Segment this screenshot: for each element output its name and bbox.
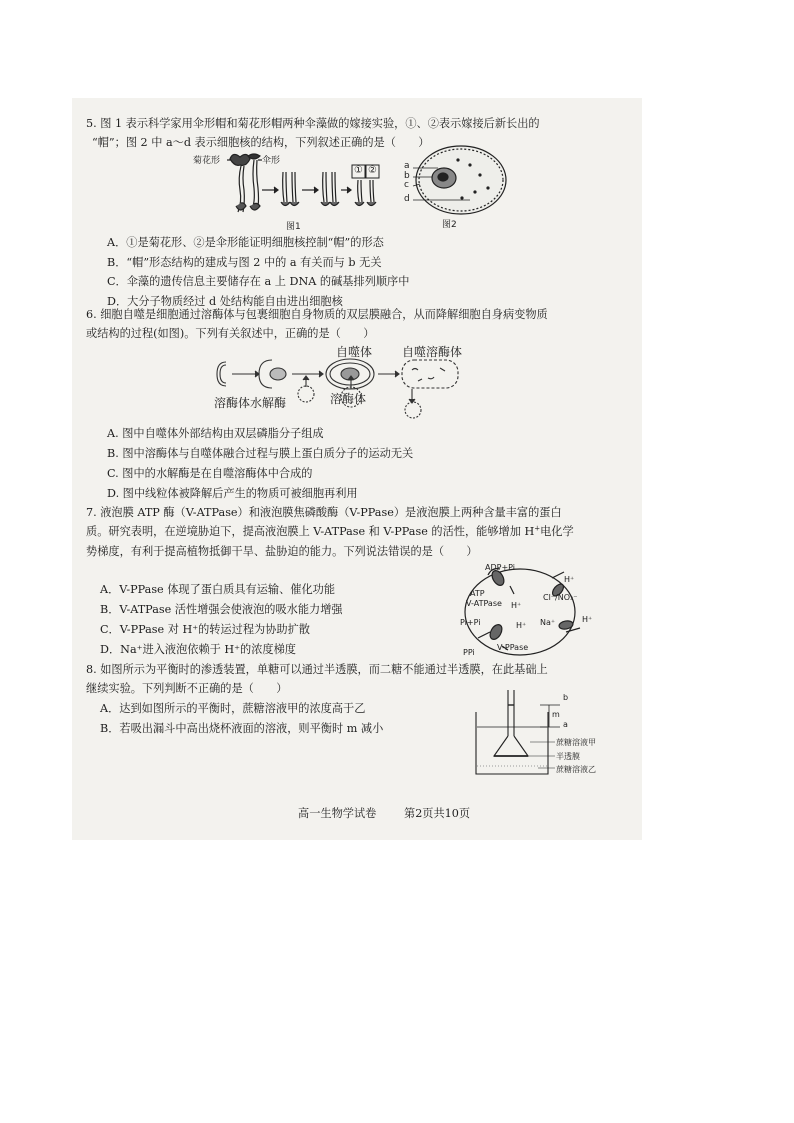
fig6-label-hydrolase: 溶酶体水解酶 [214, 396, 287, 410]
fig7-label-h-3: H⁺ [582, 615, 593, 624]
fig7-label-vatpase: V-ATPase [466, 599, 502, 608]
q8-option-a: A．达到如图所示的平衡时，蔗糖溶液甲的浓度高于乙 [100, 702, 366, 715]
q6-option-d: D. 图中线粒体被降解后产生的物质可被细胞再利用 [107, 487, 358, 500]
fig6-label-autolysosome: 自噬溶酶体 [402, 345, 463, 359]
fig2-label-c: c [404, 180, 409, 190]
fig6-label-lysosome: 溶酶体 [330, 392, 367, 406]
q5-stem-line2: “帽”；图 2 中 a～d 表示细胞核的结构，下列叙述正确的是（ ） [92, 136, 430, 149]
fig7-label-adp: ADP+Pi [485, 563, 516, 572]
q5-option-a: A．①是菊花形、②是伞形能证明细胞核控制“帽”的形态 [107, 236, 384, 249]
fig1-label-umbrella: 伞形 [262, 156, 281, 166]
fig7-label-na: Na⁺ [540, 618, 556, 627]
fig8-label-solution-a: 蔗糖溶液甲 [556, 738, 596, 747]
fig7-label-pi-pi: Pi+Pi [460, 618, 481, 627]
q5-option-b: B．“帽”形态结构的建成与图 2 中的 a 有关而与 b 无关 [107, 256, 382, 269]
q6-option-a: A. 图中自噬体外部结构由双层磷脂分子组成 [107, 427, 324, 440]
q6-option-c: C. 图中的水解酶是在自噬溶酶体中合成的 [107, 467, 313, 480]
q8-stem-line2: 继续实验。下列判断不正确的是（ ） [86, 682, 288, 695]
fig1-box2-label: ② [368, 165, 377, 176]
footer-subject: 高一生物学试卷 [298, 807, 377, 820]
fig2-caption: 图2 [442, 220, 457, 230]
fig8-label-membrane: 半透膜 [556, 752, 580, 761]
q6-stem-line2: 或结构的过程(如图)。下列有关叙述中，正确的是（ ） [86, 327, 375, 340]
q5-stem-line1: 5. 图 1 表示科学家用伞形帽和菊花形帽两种伞藻做的嫁接实验，①、②表示嫁接后新长出的 [86, 117, 540, 130]
q8-option-b: B．若吸出漏斗中高出烧杯液面的溶液，则平衡时 m 减小 [100, 722, 384, 735]
q5-option-c: C．伞藻的遗传信息主要储存在 a 上 DNA 的碱基排列顺序中 [107, 275, 410, 288]
fig7-label-atp: ATP [470, 589, 485, 598]
fig2-label-a: a [404, 161, 410, 171]
q7-option-c: C．V-PPase 对 H⁺的转运过程为协助扩散 [100, 623, 310, 636]
fig7-label-ppi: PPi [463, 648, 475, 657]
q7-option-d: D．Na⁺进入液泡依赖于 H⁺的浓度梯度 [100, 643, 296, 656]
q8-stem-line1: 8. 如图所示为平衡时的渗透装置，单糖可以通过半透膜，而二糖不能通过半透膜，在此基础上 [86, 663, 548, 676]
q6-option-b: B. 图中溶酶体与自噬体融合过程与膜上蛋白质分子的运动无关 [107, 447, 414, 460]
q7-stem-line2-text: 质。研究表明，在逆境胁迫下，提高液泡膜上 V-ATPase 和 V-PPase 的活性，能够增加 H [86, 525, 535, 538]
fig7-label-vppase: V-PPase [497, 643, 529, 652]
fig2-label-d: d [404, 194, 410, 204]
fig8-label-a: a [563, 720, 568, 729]
fig1-caption: 图1 [286, 222, 301, 232]
q5-option-d: D．大分子物质经过 d 处结构能自由进出细胞核 [107, 295, 343, 308]
q7-stem-line2-superscript: + [534, 524, 541, 533]
q7-option-a: A．V-PPase 体现了蛋白质具有运输、催化功能 [100, 583, 336, 596]
q7-stem-line3: 势梯度，有利于提高植物抵御干旱、盐胁迫的能力。下列说法错误的是（ ） [86, 545, 478, 558]
fig1-box1-label: ① [354, 165, 363, 176]
fig7-label-h-4: H⁺ [516, 621, 527, 630]
fig8-label-solution-b: 蔗糖溶液乙 [556, 765, 596, 774]
fig7-label-h-1: H⁺ [511, 601, 522, 610]
q7-option-b: B．V-ATPase 活性增强会使液泡的吸水能力增强 [100, 603, 343, 616]
footer-page-number: 第2页共10页 [404, 807, 471, 820]
fig1-label-chrysanthemum: 菊花形 [193, 156, 221, 166]
fig7-label-h-2: H⁺ [564, 575, 575, 584]
fig8-label-b: b [563, 693, 569, 702]
q7-stem-line1: 7. 液泡膜 ATP 酶（V-ATPase）和液泡膜焦磷酸酶（V-PPase）是液泡膜上两种含量丰富的蛋白 [86, 506, 562, 519]
fig8-label-m: m [552, 710, 560, 719]
fig7-label-cl-no3: Cl⁻/NO₃⁻ [543, 593, 578, 602]
fig6-label-autophagosome: 自噬体 [336, 345, 373, 359]
q7-stem-line2-tail: 电化学 [540, 525, 574, 538]
q6-stem-line1: 6. 细胞自噬是细胞通过溶酶体与包裹细胞自身物质的双层膜融合，从而降解细胞自身病变物质 [86, 308, 548, 321]
fig2-label-b: b [404, 171, 410, 181]
